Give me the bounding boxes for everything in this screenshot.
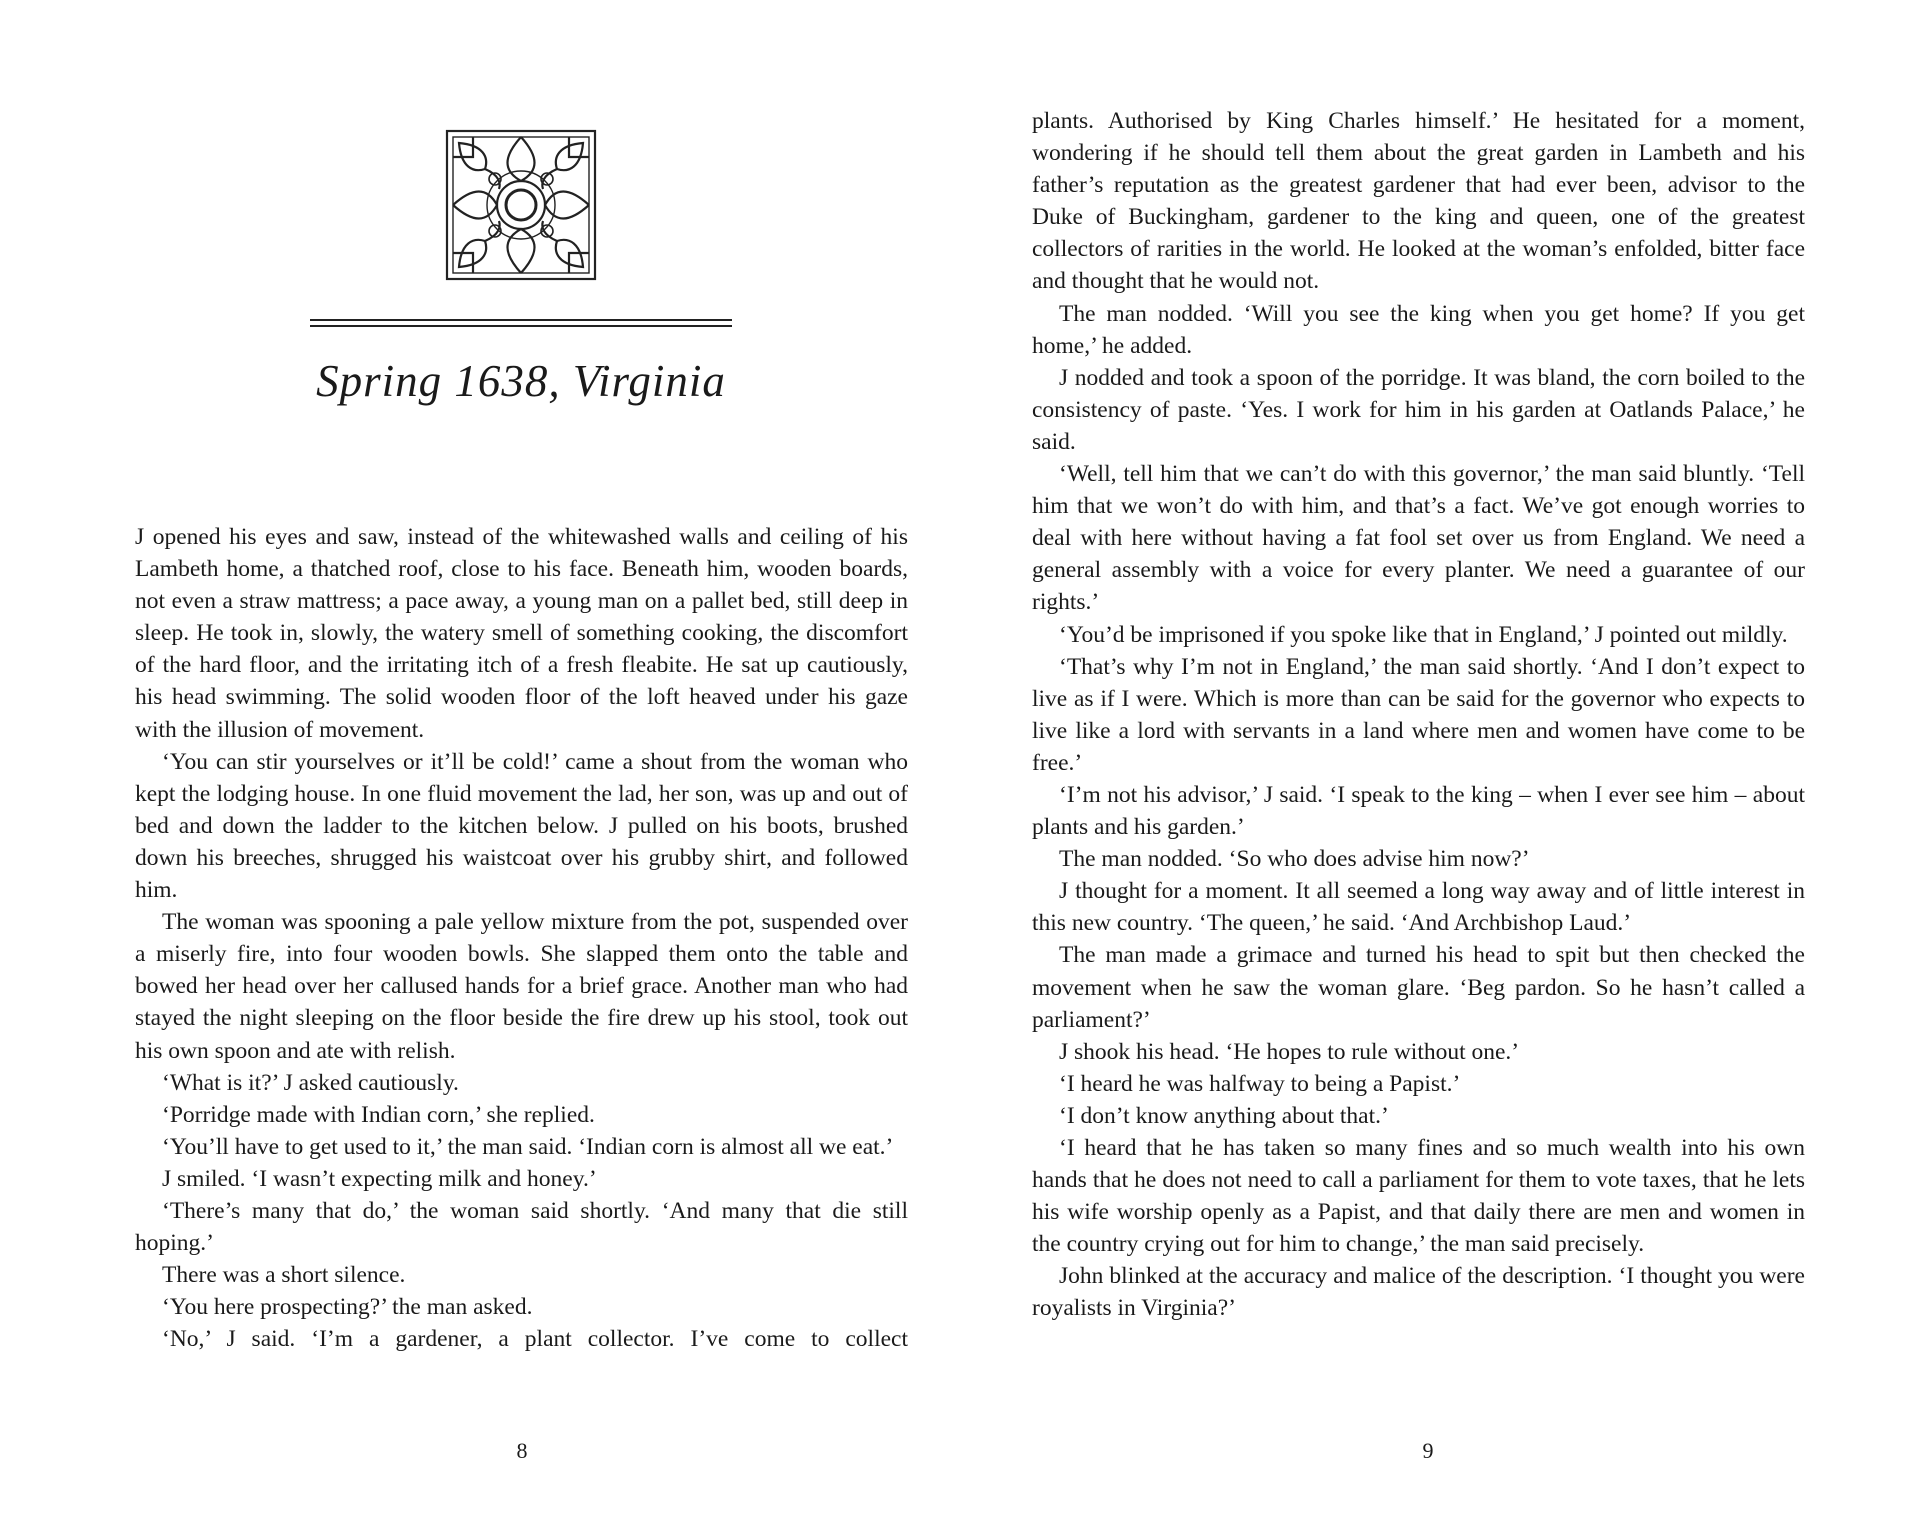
paragraph: ‘I heard he was halfway to being a Papist.’: [1059, 1070, 1461, 1097]
chapter-rule-bottom: [310, 325, 732, 327]
paragraph: The man made a grimace and turned his head to spit but then checked the movement when he saw the woman glare. ‘Beg pardon. So he hasn’t called a parliament?’: [1032, 942, 1805, 1033]
paragraph: ‘There’s many that do,’ the woman said shortly. ‘And many that die still hoping.’: [135, 1197, 908, 1257]
paragraph: J shook his head. ‘He hopes to rule without one.’: [1059, 1038, 1520, 1065]
paragraph: J smiled. ‘I wasn’t expecting milk and honey.’: [162, 1165, 597, 1192]
paragraph: John blinked at the accuracy and malice of the description. ‘I thought you were royalists in Virginia?’: [1032, 1263, 1805, 1322]
celtic-knot-ornament-icon: [443, 127, 599, 283]
paragraph: ‘I don’t know anything about that.’: [1059, 1102, 1389, 1129]
paragraph: ‘Well, tell him that we can’t do with this governor,’ the man said bluntly. ‘Tell him that we won’t do with him, and that’s a fact. We’ve got enough worries to deal with here without having a fat fool set over us from England. We need a general assembly with a voice for every planter. We need a guarantee of our rights.’: [1032, 461, 1805, 616]
paragraph: J opened his eyes and saw, instead of the whitewashed walls and ceiling of his Lambeth home, a thatched roof, close to his face. Beneath him, wooden boards, not even a straw mattress; a pace away, a young man on a pallet bed, still deep in sleep. He took in, slowly, the watery smell of something cooking, the discomfort of the hard floor, and the irritating itch of a fresh fleabite. He sat up cautiously, his head swimming. The solid wooden floor of the loft heaved under his gaze with the illusion of movement.: [135, 524, 908, 743]
paragraph: ‘You’ll have to get used to it,’ the man said. ‘Indian corn is almost all we eat.’: [162, 1133, 894, 1160]
paragraph: The man nodded. ‘So who does advise him now?’: [1059, 846, 1530, 873]
page-number: 9: [1422, 1438, 1434, 1463]
paragraph: J thought for a moment. It all seemed a long way away and of little interest in this new country. ‘The queen,’ he said. ‘And Archbishop Laud.’: [1032, 878, 1805, 937]
paragraph: ‘Porridge made with Indian corn,’ she replied.: [162, 1101, 595, 1128]
paragraph: plants. Authorised by King Charles himself.’ He hesitated for a moment, wondering if he should tell them about the great garden in Lambeth and his father’s reputation as the greatest gardener that had ever been, advisor to the Duke of Buckingham, gardener to the king and queen, one of the greatest collectors of rarities in the world. He looked at the woman’s enfolded, bitter face and thought that he would not.: [1032, 108, 1805, 295]
page-number: 8: [516, 1438, 528, 1463]
paragraph: ‘You here prospecting?’ the man asked.: [162, 1294, 533, 1321]
paragraph: ‘I heard that he has taken so many fines and so much wealth into his own hands that he does not need to call a parliament for them to vote taxes, that he lets his wife worship openly as a Papist, and that daily there are men and women in the country crying out for him to change,’ the man said precisely.: [1032, 1135, 1805, 1258]
paragraph: ‘That’s why I’m not in England,’ the man said shortly. ‘And I don’t expect to live as if I were. Which is more than can be said for the governor who expects to live like a lord with servants in a land where men and women have come to be free.’: [1032, 653, 1805, 776]
paragraph: The man nodded. ‘Will you see the king when you get home? If you get home,’ he added.: [1032, 300, 1805, 359]
paragraph: ‘What is it?’ J asked cautiously.: [162, 1069, 459, 1096]
right-page-text: [1032, 105, 1805, 1325]
left-page-text: [135, 521, 908, 1355]
paragraph: There was a short silence.: [162, 1262, 406, 1289]
chapter-title: Spring 1638, Virginia: [316, 356, 726, 406]
paragraph: The woman was spooning a pale yellow mixture from the pot, suspended over a miserly fire, into four wooden bowls. She slapped them onto the table and bowed her head over her callused hands for a brief grace. Another man who had stayed the night sleeping on the floor beside the fire drew up his stool, took out his own spoon and ate with relish.: [135, 909, 908, 1064]
paragraph: J nodded and took a spoon of the porridge. It was bland, the corn boiled to the consistency of paste. ‘Yes. I work for him in his garden at Oatlands Palace,’ he said.: [1032, 364, 1805, 455]
chapter-rule-top: [310, 319, 732, 321]
paragraph: ‘I’m not his advisor,’ J said. ‘I speak to the king – when I ever see him – about plants and his garden.’: [1032, 781, 1805, 841]
paragraph: ‘You can stir yourselves or it’ll be cold!’ came a shout from the woman who kept the lodging house. In one fluid movement the lad, her son, was up and out of bed and down the ladder to the kitchen below. J pulled on his boots, brushed down his breeches, shrugged his waistcoat over his grubby shirt, and followed him.: [135, 748, 908, 904]
paragraph: ‘No,’ J said. ‘I’m a gardener, a plant collector. I’ve come to collect: [162, 1326, 908, 1353]
left-page: [0, 0, 956, 1534]
right-page: [956, 0, 1913, 1534]
paragraph: ‘You’d be imprisoned if you spoke like that in England,’ J pointed out mildly.: [1059, 621, 1788, 648]
